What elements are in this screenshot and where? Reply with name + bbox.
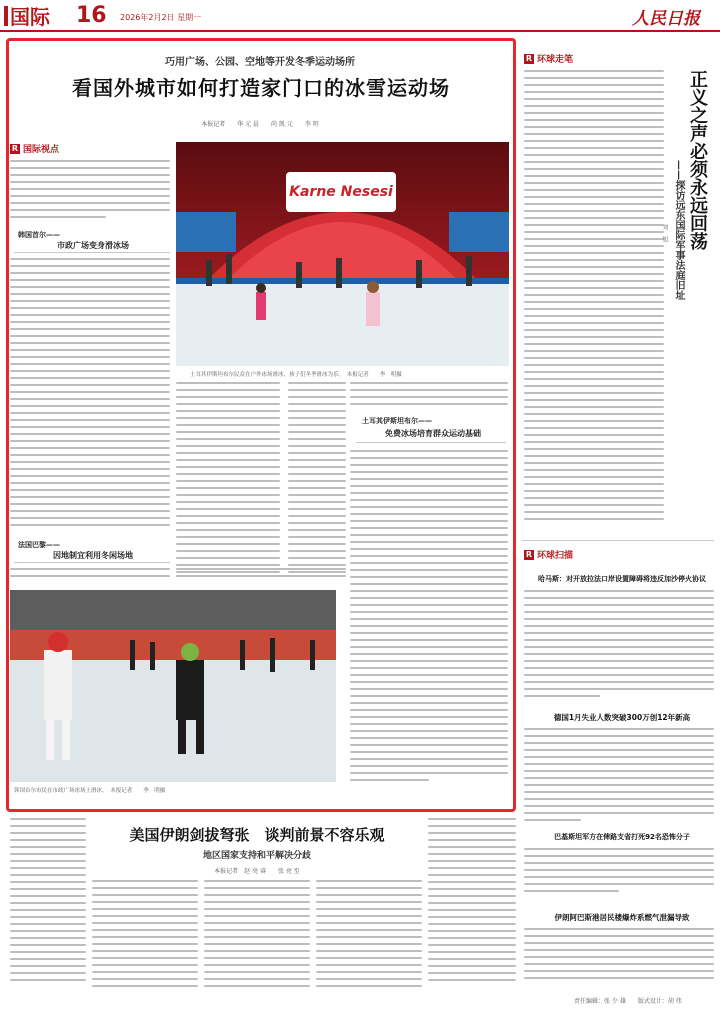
turkey-paragraph [350, 450, 508, 790]
lead-headline: 看国外城市如何打造家门口的冰雪运动场 [72, 76, 450, 100]
lead-byline: 本报记者 华 元 晨 尚 凯 元 李 明 [201, 121, 319, 128]
section-r-icon: R [525, 549, 533, 559]
rink-photo [176, 142, 509, 366]
korea-paragraph [10, 258, 170, 536]
bottom-headline: 美国伊朗剑拔弩张 谈判前景不容乐观 [129, 826, 385, 844]
bottom-byline: 本报记者 赵 亮 睿 张 亮 至 [214, 868, 300, 875]
bottom-col-5 [428, 818, 516, 994]
bottom-left-col [10, 818, 86, 994]
france-subhead: 法国巴黎—— [18, 541, 60, 549]
brief-title: 德国1月失业人数突破300万创12年新高 [553, 713, 691, 722]
body-col-3 [288, 382, 346, 582]
global-walk-label: 环球走笔 [537, 55, 574, 65]
skating-photo [10, 590, 336, 782]
brief-body [524, 728, 714, 826]
france-paragraph [10, 568, 170, 586]
brief-title: 哈马斯：对开放拉法口岸设置障碍将违反加沙停火协议 [538, 575, 706, 583]
brief-title: 巴基斯坦军方在俾路支省打死92名恐怖分子 [554, 833, 690, 841]
intl-view-label: 国际视点 [23, 145, 60, 155]
brief-title: 伊朗阿巴斯港居民楼爆炸系燃气泄漏导致 [554, 913, 690, 922]
editorial-title: 正义之声必须永远回荡 [687, 70, 708, 250]
footer-editors: 责任编辑：张 少 雄 版式设计：胡 伟 [574, 998, 682, 1005]
bottom-col-4 [316, 880, 422, 994]
turkey-subhead: 土耳其伊斯坦布尔—— [362, 417, 432, 425]
body-col-2 [176, 382, 280, 582]
editorial-subtitle: ——探访远东国际军事法庭旧址 [673, 160, 684, 300]
bottom-col-2 [92, 880, 198, 994]
section-r-icon: R [525, 53, 533, 63]
lead-kicker: 巧用广场、公园、空地等开发冬季运动场所 [165, 57, 355, 68]
body-col-4 [350, 382, 508, 412]
brief-body [524, 590, 714, 702]
brief-body [524, 928, 714, 990]
korea-subhead: 韩国首尔—— [18, 231, 60, 239]
global-scan-label: 环球扫描 [537, 551, 574, 561]
intro-paragraph [10, 160, 170, 228]
global-scan-header [524, 548, 573, 561]
intl-view-header [10, 142, 59, 155]
newspaper-logo: 人民日报 [632, 9, 700, 29]
bottom-col-3 [204, 880, 310, 994]
editorial-author: 刘 旭 [661, 224, 668, 242]
brief-body [524, 848, 714, 898]
bottom-deck: 地区国家支持和平解决分歧 [202, 851, 311, 861]
section-r-icon: R [11, 143, 19, 153]
turkey-title: 免费冰场培育群众运动基础 [385, 429, 481, 438]
section-name: 国际 [10, 5, 50, 29]
rink-photo-caption: 土耳其伊斯坦布尔民众在户外冰场滑冰，孩子们冬季滑冰为乐。 本报记者 李 明摄 [190, 372, 402, 378]
editorial-body [524, 70, 664, 530]
page-number: 16 [76, 3, 107, 28]
skating-photo-caption: 韩国首尔市民在市政广场冰场上滑冰。 本报记者 季 明摄 [14, 788, 166, 794]
body-col-5 [342, 592, 346, 593]
korea-title: 市政广场变身滑冰场 [57, 241, 129, 250]
rink-banner-text: Karne Nesesi [289, 184, 393, 200]
body-col-2b [176, 568, 346, 586]
global-walk-header [524, 52, 573, 65]
masthead [0, 0, 720, 32]
france-title: 因地制宜利用冬闲场地 [53, 551, 133, 560]
issue-date: 2026年2月2日 星期一 [120, 13, 202, 22]
